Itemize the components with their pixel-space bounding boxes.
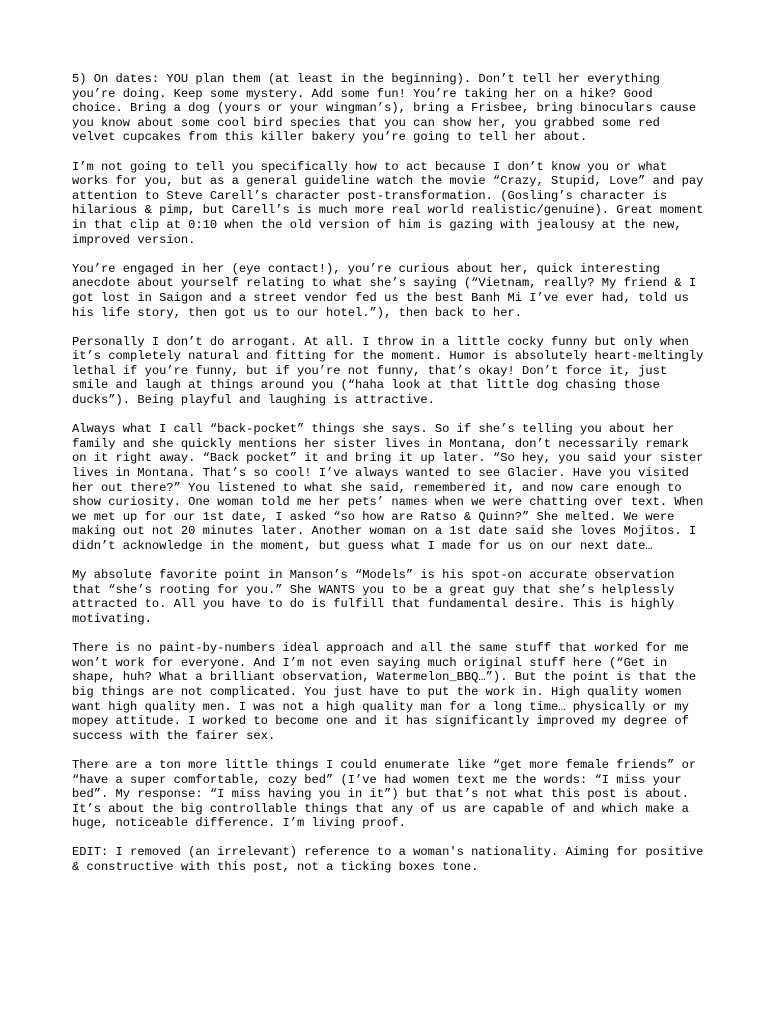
paragraph-models: My absolute favorite point in Manson’s “Models” is his spot-on accurate observation that “she’s rooting for you.” She WANTS you to be a great guy that she’s helplessly attracted to. All you have to do is fulfill that fundamental desire. This is highly motivating. [72,568,675,626]
paragraph-arrogant: Personally I don’t do arrogant. At all. I throw in a little cocky funny but only when it’s completely natural and fitting for the moment. Humor is absolutely heart-meltingly lethal if you’re funny, but if you’re not funny, that’s okay! Don’t force it, just smile and laugh at things around you (“haha look at that little dog chasing those ducks”). Being playful and laughing is attractive. [72,334,704,408]
document-page [72,72,704,889]
paragraph-edit-note: EDIT: I removed (an irrelevant) reference to a woman's nationality. Aiming for positive & constructive with this post, not a ticking boxes tone. [72,845,704,875]
paragraph-dates: 5) On dates: YOU plan them (at least in the beginning). Don’t tell her everything you’re doing. Keep some mystery. Add some fun! You’re taking her on a hike? Good choice. Bring a dog (yours or your wingman’s), bring a Frisbee, bring binoculars cause you know about some cool bird species that you can show her, you grabbed some red velvet cupcakes from this killer bakery you’re going to tell her about. [72,72,697,145]
paragraph-engaged: You’re engaged in her (eye contact!), you’re curious about her, quick interesting anecdote about yourself relating to what she’s saying (“Vietnam, really? My friend & I got lost in Saigon and a street vendor fed us the best Banh Mi I’ve ever had, told us his life story, then got us to our hotel.”), then back to her. [72,261,697,320]
paragraph-back-pocket: Always what I call “back-pocket” things she says. So if she’s telling you about her family and she quickly mentions her sister lives in Montana, don’t necessarily remark on it right away. “Back pocket” it and bring it up later. “So hey, you said your sister lives in Montana. That’s so cool! I’ve always wanted to see Glacier. Have you visited her out there?” You listened to what she said, remembered it, and now care enough to show curiosity. One woman told me her pets’ names when we were chatting over text. When we met up for our 1st date, I asked “so how are Ratso & Quinn?” She melted. We were making out not 20 minutes later. Another woman on a 1st date said she loves Mojitos. I didn’t acknowledge in the moment, but guess what I made for us on our next date… [72,422,704,553]
paragraph-paint-by-numbers: There is no paint-by-numbers ideal approach and all the same stuff that worked for me won’t work for everyone. And I’m not even saying much original stuff here (“Get in shape, huh? What a brilliant observation, Watermelon_BBQ…”). But the point is that the big things are not complicated. You just have to put the work in. High quality women want high quality men. I was not a high quality man for a long time… physically or my mopey attitude. I worked to become one and it has significantly improved my degree of success with the fairer sex. [72,641,697,743]
paragraph-how-to-act: I’m not going to tell you specifically how to act because I don’t know you or what works for you, but as a general guideline watch the movie “Crazy, Stupid, Love” and pay attention to Steve Carell’s character post-transformation. (Gosling’s character is hilarious & pimp, but Carell’s is much more real world realistic/genuine). Great moment in that clip at 0:10 when the old version of him is gazing with jealousy at the new, improved version. [72,159,704,247]
paragraph-little-things: There are a ton more little things I could enumerate like “get more female friends” or “have a super comfortable, cozy bed” (I’ve had women text me the words: “I miss your bed”. My response: “I miss having you in it”) but that’s not what this post is about. It’s about the big controllable things that any of us are capable of and which make a huge, noticeable difference. I’m living proof. [72,757,697,831]
